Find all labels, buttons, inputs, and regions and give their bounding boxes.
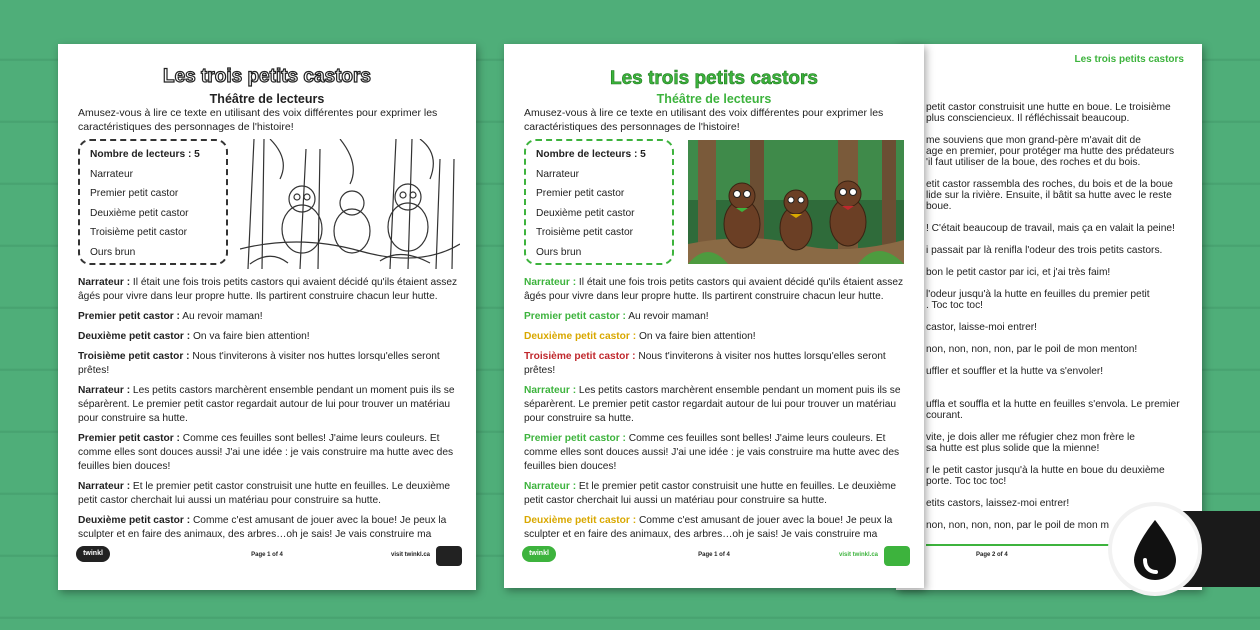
dialogue-paragraph [524, 310, 910, 324]
page2-line [926, 234, 1202, 245]
page2-line [926, 168, 1202, 179]
ink-drop-badge [1112, 506, 1198, 592]
speaker-label: Narrateur : [524, 385, 577, 396]
speaker-line: Nous t'inviterons à visiter nos huttes lorsqu'elles seront prêtes! [524, 351, 886, 376]
speaker-line: Les petits castors marchèrent ensemble pendant un moment puis ils se séparèrent. Le premier petit castor regardait autour de lui pour trouver un matériau pour construire sa hutte. [78, 385, 455, 424]
page2-line [926, 256, 1202, 267]
page2-line: age en premier, pour protéger ma hutte des prédateurs [926, 146, 1175, 157]
worksheet-page-color [504, 44, 924, 588]
dialogue-paragraph [78, 350, 462, 378]
speaker-line: Et le premier petit castor construisit une hutte en feuilles. Le deuxième petit castor cherchait lui aussi un matériau pour construire sa hutte. [524, 481, 897, 506]
page2-header: Les trois petits castors [1074, 54, 1184, 65]
page2-line: me souviens que mon grand-père m'avait dit de [926, 135, 1141, 146]
curriculum-badge [436, 546, 462, 566]
beavers-illustration-color [688, 140, 904, 264]
dialogue-block [78, 276, 462, 548]
speaker-line: Les petits castors marchèrent ensemble pendant un moment puis ils se séparèrent. Le premier petit castor regardait autour de lui pour trouver un matériau pour construire sa hutte. [524, 385, 901, 424]
speaker-label: Narrateur : [78, 481, 131, 492]
page2-line: plus consciencieux. Il réfléchissait beaucoup. [926, 113, 1130, 124]
page2-line [926, 377, 1202, 388]
speaker-line: On va faire bien attention! [190, 331, 310, 342]
page-subtitle: Théâtre de lecteurs [656, 92, 772, 106]
page2-line: lide sur la rivière. Ensuite, il bâtit sa hutte avec le reste [926, 190, 1172, 201]
speaker-label: Narrateur : [78, 277, 131, 288]
page2-line [926, 421, 1202, 432]
dialogue-paragraph [524, 350, 910, 378]
intro-text: Amusez-vous à lire ce texte en utilisant des voix différentes pour exprimer les caractéristiques des personnages de l'histoire! [78, 107, 438, 133]
page2-line: porte. Toc toc toc! [926, 476, 1007, 487]
dialogue-paragraph [524, 384, 910, 426]
speaker-label: Premier petit castor : [524, 311, 626, 322]
reader-item: Ours brun [536, 246, 582, 258]
readers-heading: Nombre de lecteurs : 5 [90, 149, 200, 160]
speaker-line: Comme ces feuilles sont belles! J'aime leurs couleurs. Et comme elles sont douces aussi! J'ai une idée : je vais construire ma hutte avec des feuilles bien douces! [524, 433, 900, 472]
speaker-line: Il était une fois trois petits castors qui avaient décidé qu'ils étaient assez âgés pour vivre dans leur propre hutte. Ils partirent construire chacun leur hutte. [524, 277, 904, 302]
page2-line: petit castor construisit une hutte en boue. Le troisième [926, 102, 1171, 113]
speaker-label: Premier petit castor : [78, 433, 180, 444]
page2-line: etits castors, laissez-moi entrer! [926, 498, 1070, 509]
page2-line: vite, je dois aller me réfugier chez mon frère le [926, 432, 1135, 443]
reader-item: Deuxième petit castor [90, 207, 189, 219]
page-number: Page 1 of 4 [251, 552, 283, 558]
page-number: Page 2 of 4 [976, 552, 1008, 558]
page-title: Les trois petits castors [609, 68, 819, 89]
dialogue-paragraph [524, 514, 910, 542]
reader-item: Troisième petit castor [536, 227, 633, 238]
speaker-line: Comme c'est amusant de jouer avec la boue! Je peux la sculpter et en faire des animaux, des arbres…oh je sais! Je vais construire ma [524, 515, 893, 540]
page2-line: etit castor rassembla des roches, du bois et de la boue [926, 179, 1173, 190]
page-number: Page 1 of 4 [698, 552, 730, 558]
reader-item: Narrateur [536, 168, 580, 180]
dialogue-paragraph [78, 310, 462, 324]
worksheet-page-bw [58, 44, 476, 590]
speaker-line: Il était une fois trois petits castors qui avaient décidé qu'ils étaient assez âgés pour vivre dans leur propre hutte. Ils partirent construire chacun leur hutte. [78, 277, 458, 302]
speaker-line: Comme c'est amusant de jouer avec la boue! Je peux la sculpter et en faire des animaux, des arbres…oh je sais! Je vais construire ma [78, 515, 447, 540]
page2-line: bon le petit castor par ici, et j'ai très faim! [926, 267, 1111, 278]
page2-line: ! C'était beaucoup de travail, mais ça en valait la peine! [926, 223, 1175, 234]
page2-line: sa hutte est plus solide que la mienne! [926, 443, 1100, 454]
reader-item: Premier petit castor [90, 188, 179, 199]
page2-line [926, 278, 1202, 289]
speaker-line: Au revoir maman! [625, 311, 709, 322]
dialogue-paragraph [78, 384, 462, 426]
speaker-label: Premier petit castor : [78, 311, 180, 322]
curriculum-badge [884, 546, 910, 566]
dialogue-paragraph [524, 276, 910, 304]
page2-line: r le petit castor jusqu'à la hutte en boue du deuxième [926, 465, 1165, 476]
speaker-line: Au revoir maman! [179, 311, 263, 322]
speaker-line: Nous t'inviterons à visiter nos huttes lorsqu'elles seront prêtes! [78, 351, 440, 376]
page2-line: non, non, non, non, par le poil de mon m [926, 520, 1109, 531]
page-subtitle: Théâtre de lecteurs [209, 92, 325, 106]
page2-line [926, 388, 1202, 399]
dialogue-paragraph [524, 480, 910, 508]
page2-line: non, non, non, non, par le poil de mon menton! [926, 344, 1138, 355]
visit-link: visit twinkl.ca [838, 552, 878, 558]
ink-drop-icon [1112, 506, 1198, 592]
speaker-label: Deuxième petit castor : [524, 331, 637, 342]
reader-item: Troisième petit castor [90, 227, 187, 238]
page2-line: l'odeur jusqu'à la hutte en feuilles du premier petit [926, 289, 1150, 300]
page2-line [926, 212, 1202, 223]
visit-link: visit twinkl.ca [390, 552, 430, 558]
page-footer [504, 546, 924, 570]
speaker-line: On va faire bien attention! [636, 331, 756, 342]
speaker-label: Narrateur : [524, 277, 577, 288]
speaker-label: Premier petit castor : [524, 433, 626, 444]
page2-line [926, 355, 1202, 366]
page-title: Les trois petits castors [162, 66, 372, 87]
page2-text [926, 102, 1202, 531]
speaker-label: Deuxième petit castor : [78, 515, 191, 526]
page2-line [926, 454, 1202, 465]
readers-box [78, 139, 228, 265]
reader-item: Narrateur [90, 168, 134, 180]
page2-line [926, 333, 1202, 344]
dialogue-paragraph [524, 330, 910, 344]
page2-line: . Toc toc toc! [926, 300, 983, 311]
page2-line: uffla et souffla et la hutte en feuilles s'envola. Le premier [926, 399, 1180, 410]
page2-line: uffler et souffler et la hutte va s'envoler! [926, 366, 1104, 377]
beavers-illustration-bw [240, 139, 460, 269]
dialogue-paragraph [78, 514, 462, 542]
reader-item: Ours brun [90, 246, 136, 258]
speaker-label: Narrateur : [524, 481, 577, 492]
page2-line: courant. [926, 410, 963, 421]
page2-line [926, 124, 1202, 135]
speaker-line: Comme ces feuilles sont belles! J'aime leurs couleurs. Et comme elles sont douces aussi! J'ai une idée : je vais construire ma hutte avec des feuilles bien douces! [78, 433, 454, 472]
readers-heading: Nombre de lecteurs : 5 [536, 149, 646, 160]
twinkl-logo: twinkl [76, 546, 110, 562]
readers-box [524, 139, 674, 265]
dialogue-block [524, 276, 910, 548]
reader-item: Premier petit castor [536, 188, 625, 199]
dialogue-paragraph [78, 330, 462, 344]
dialogue-paragraph [78, 432, 462, 474]
dialogue-paragraph [78, 480, 462, 508]
speaker-line: Et le premier petit castor construisit une hutte en feuilles. Le deuxième petit castor cherchait lui aussi un matériau pour construire sa hutte. [78, 481, 451, 506]
page2-line: boue. [926, 201, 952, 212]
page2-line: 'il faut utiliser de la boue, des roches et du bois. [926, 157, 1141, 168]
intro-text: Amusez-vous à lire ce texte en utilisant des voix différentes pour exprimer les caractéristiques des personnages de l'histoire! [524, 107, 884, 133]
page2-line [926, 487, 1202, 498]
dialogue-paragraph [524, 432, 910, 474]
dialogue-paragraph [78, 276, 462, 304]
twinkl-logo: twinkl [522, 546, 556, 562]
speaker-label: Troisième petit castor : [78, 351, 190, 362]
speaker-label: Deuxième petit castor : [78, 331, 191, 342]
speaker-label: Troisième petit castor : [524, 351, 636, 362]
speaker-label: Narrateur : [78, 385, 131, 396]
page2-line: i passait par là renifla l'odeur des trois petits castors. [926, 245, 1163, 256]
page2-line: castor, laisse-moi entrer! [926, 322, 1037, 333]
reader-item: Deuxième petit castor [536, 207, 635, 219]
speaker-label: Deuxième petit castor : [524, 515, 637, 526]
page-footer [58, 546, 476, 570]
page2-line [926, 311, 1202, 322]
